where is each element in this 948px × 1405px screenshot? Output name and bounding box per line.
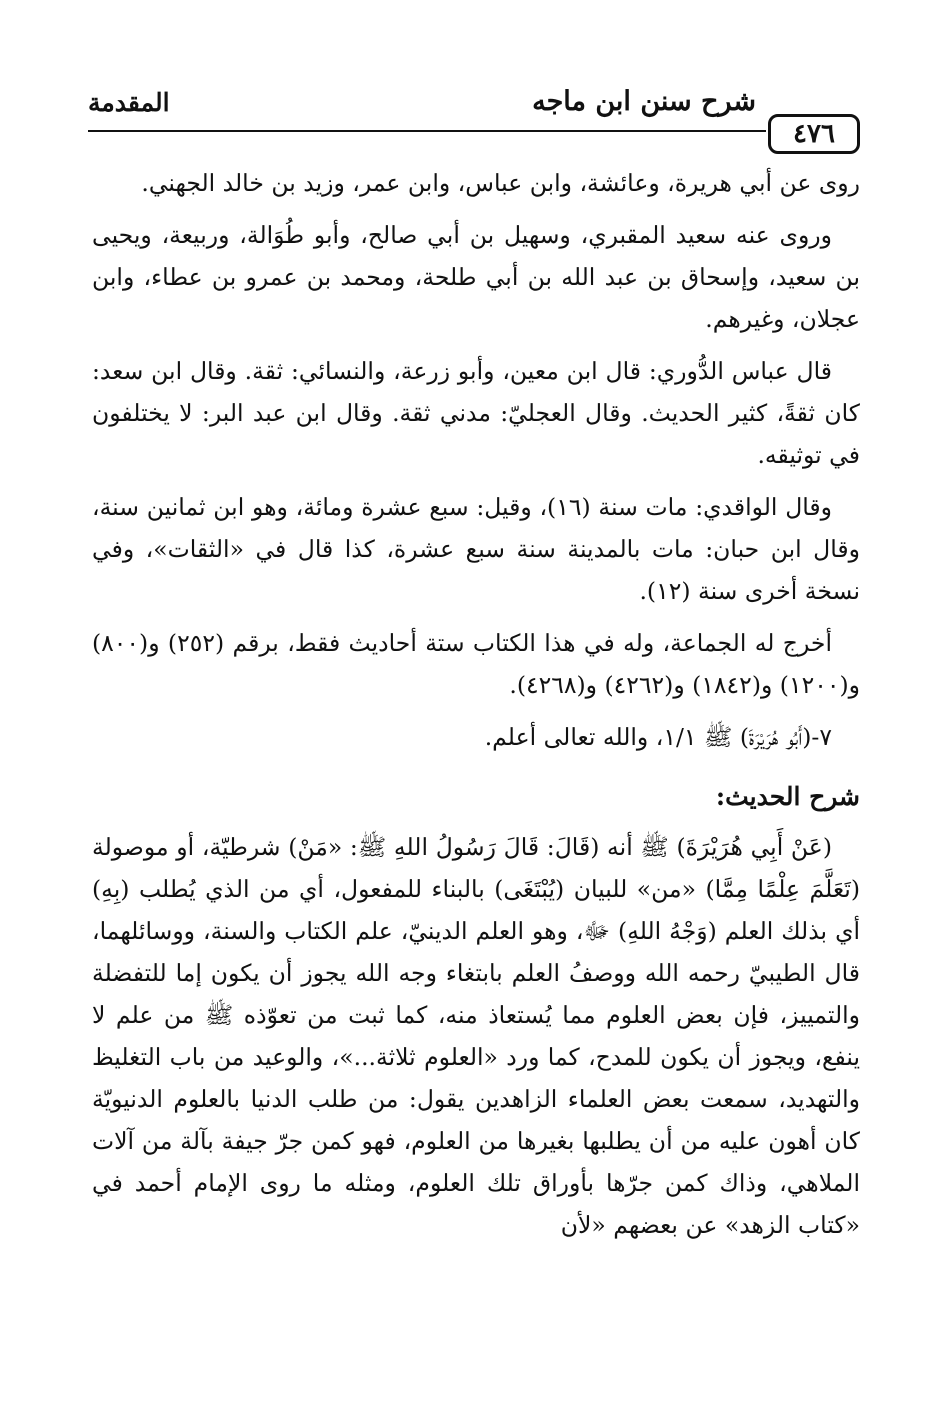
page-number: ٤٧٦ <box>793 119 835 149</box>
commentary-text: (عَنْ أَبِي هُرَيْرَةَ) ﷺ أنه (قَالَ: قَالَ رَسُولُ اللهِ ﷺ: «مَنْ) شرطيّة، أو موصولة (تَعَلَّمَ عِلْمًا مِمَّا) «من» للبيان (يُبْتَغَى) بالبناء للمفعول، أي من الذي يُطلب (بِهِ) أي بذلك العلم (وَجْهُ اللهِ) ﷻ، وهو العلم الدينيّ، علم الكتاب والسنة، ووسائلهما، قال الطيبيّ رحمه الله ووصفُ العلم بابتغاء وجه الله يجوز أن يكون إما للتفضلة والتمييز، فإن بعض العلوم مما يُستعاذ منه، كما ثبت من تعوّذه ﷺ من علم لا ينفع، ويجوز أن يكون للمدح، كما ورد «العلوم ثلاثة...»، والوعيد من باب التغليظ والتهديد، سمعت بعض العلماء الزاهدين يقول: من طلب الدنيا بالعلوم الدنيويّة كان أهون عليه من أن يطلبها بغيرها من العلوم، فهو كمن جرّ جيفة بآلة من آلات الملاهي، وذاك كمن جرّها بأوراق تلك العلوم، ومثله ما روى الإمام أحمد في «كتاب الزهد» عن بعضهم «لأن <box>92 833 860 1239</box>
page-header <box>88 78 860 148</box>
paragraph-narrators-to: وروى عنه سعيد المقبري، وسهيل بن أبي صالح، وأبو طُوَالة، وربيعة، ويحيى بن سعيد، وإسحاق بن عبد الله بن أبي طلحة، ومحمد بن عمرو بن عطاء، وابن عجلان، وغيرهم. <box>92 221 860 333</box>
header-rule <box>88 130 766 132</box>
paragraph-grading: قال عباس الدُّوري: قال ابن معين، وأبو زرعة، والنسائي: ثقة. وقال ابن سعد: كان ثقةً، كثير الحديث. وقال العجليّ: مدني ثقة. وقال ابن عبد البر: لا يختلفون في توثيقه. <box>92 357 860 469</box>
paragraph-hadith-count: أخرج له الجماعة، وله في هذا الكتاب ستة أحاديث فقط، برقم (٢٥٢) و(٨٠٠) و(١٢٠٠) و(١٨٤٢) و(٤٢٦٢) و(٤٢٦٨). <box>92 629 860 699</box>
paragraph-death: وقال الواقدي: مات سنة (١٦)، وقيل: سبع عشرة ومائة، وهو ابن ثمانين سنة، وقال ابن حبان: مات بالمدينة سنة سبع عشرة، كذا قال في «الثقات»، وفي نسخة أخرى سنة (١٢). <box>92 493 860 605</box>
page-number-box <box>768 114 860 154</box>
paragraph-narrator-seven: ٧-(أَبُو هُرَيْرَةَ) ﷺ ١/١، والله تعالى أعلم. <box>484 723 832 751</box>
section-title: المقدمة <box>88 88 170 117</box>
book-title: شرح سنن ابن ماجه <box>532 86 756 117</box>
page-body <box>92 162 860 1256</box>
commentary-heading: شرح الحديث: <box>715 782 860 811</box>
paragraph-narrators-from: روى عن أبي هريرة، وعائشة، وابن عباس، وابن عمر، وزيد بن خالد الجهني. <box>141 169 860 197</box>
